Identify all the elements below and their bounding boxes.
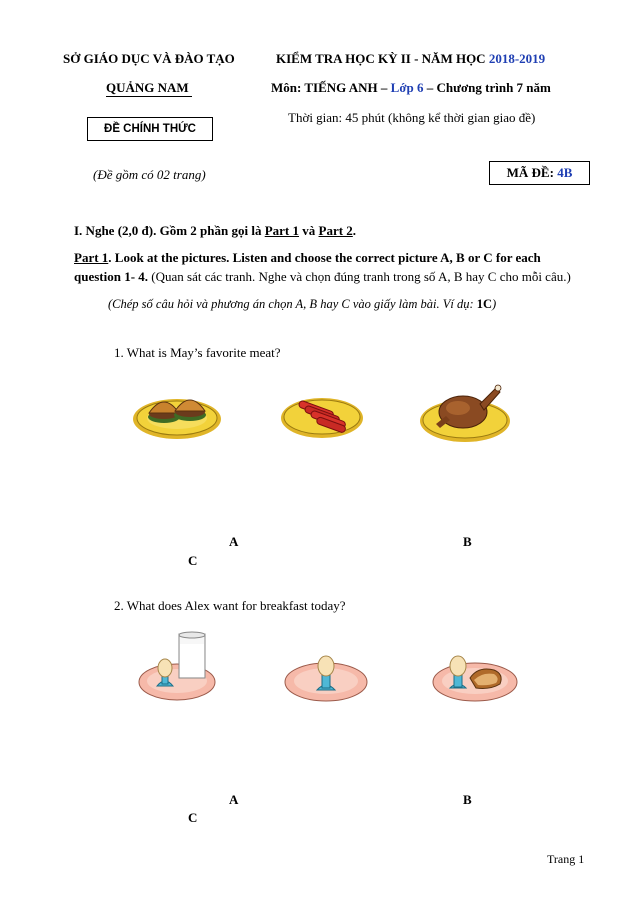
- province-underline: [106, 96, 192, 97]
- part1-note-end: ): [492, 297, 497, 311]
- subject-text: Môn: TIẾNG ANH –: [271, 80, 391, 95]
- exam-title-text: KIỂM TRA HỌC KỲ II - NĂM HỌC: [276, 51, 489, 66]
- province-name: QUẢNG NAM: [106, 80, 189, 95]
- egg-and-bread-plate-icon: [430, 648, 522, 706]
- question-1-text: 1. What is May’s favorite meat?: [114, 345, 281, 360]
- exam-code-label: MÃ ĐỀ:: [506, 165, 558, 180]
- grade: Lớp 6: [390, 80, 424, 95]
- official-box: [87, 117, 213, 141]
- part1-question-range: question 1- 4.: [74, 269, 149, 284]
- sausages-plate-icon: [280, 388, 365, 443]
- pages-note: (Đề gồm có 02 trang): [93, 167, 206, 182]
- part1-instruction-text: . Look at the pictures. Listen and choose the correct picture A, B or C for each: [108, 250, 541, 265]
- exam-code-box: [489, 161, 590, 185]
- section-part1-ref: Part 1: [264, 223, 299, 238]
- section-part2-ref: Part 2: [318, 223, 353, 238]
- egg-plate-icon: [283, 650, 373, 705]
- question-1-label-a: A: [229, 534, 239, 549]
- exam-code-value: 4B: [557, 165, 573, 180]
- part1-note-text: (Chép số câu hỏi và phương án chọn A, B hay C vào giấy làm bài. Ví dụ:: [108, 297, 477, 311]
- egg-and-milk-plate-icon: [137, 630, 227, 705]
- page-number: Trang 1: [547, 852, 585, 866]
- part1-instruction-vn: (Quan sát các tranh. Nghe và chọn đúng tranh trong số A, B hay C cho mỗi câu.): [148, 269, 571, 284]
- question-2-label-a: A: [229, 792, 239, 807]
- part1-note: [108, 297, 496, 312]
- question-2-text: 2. What does Alex want for breakfast today?: [114, 598, 346, 613]
- roast-chicken-plate-icon: [418, 376, 513, 446]
- subject-line: [271, 80, 551, 96]
- section-end: .: [352, 223, 357, 238]
- question-2-label-b: B: [463, 792, 472, 807]
- part1-instruction-line1: [74, 250, 541, 266]
- exam-year: 2018-2019: [488, 51, 546, 66]
- question-1-label-b: B: [463, 534, 472, 549]
- department-name: SỞ GIÁO DỤC VÀ ĐÀO TẠO: [63, 51, 235, 66]
- exam-code: [490, 162, 589, 184]
- official-label: ĐỀ CHÍNH THỨC: [104, 123, 196, 135]
- part1-label: Part 1: [74, 250, 109, 265]
- section-heading-text: I. Nghe (2,0 đ). Gồm 2 phần gọi là: [74, 223, 265, 238]
- time-line: Thời gian: 45 phút (không kể thời gian giao đề): [288, 110, 536, 125]
- program-text: – Chương trình 7 năm: [423, 80, 551, 95]
- part1-note-example: 1C: [476, 297, 493, 311]
- question-1-label-c: C: [188, 553, 198, 568]
- part1-instruction-line2: [74, 269, 571, 285]
- question-2-label-c: C: [188, 810, 198, 825]
- burgers-plate-icon: [132, 385, 227, 445]
- section-and: và: [299, 223, 319, 238]
- exam-title: [276, 51, 545, 67]
- section-heading: [74, 223, 356, 239]
